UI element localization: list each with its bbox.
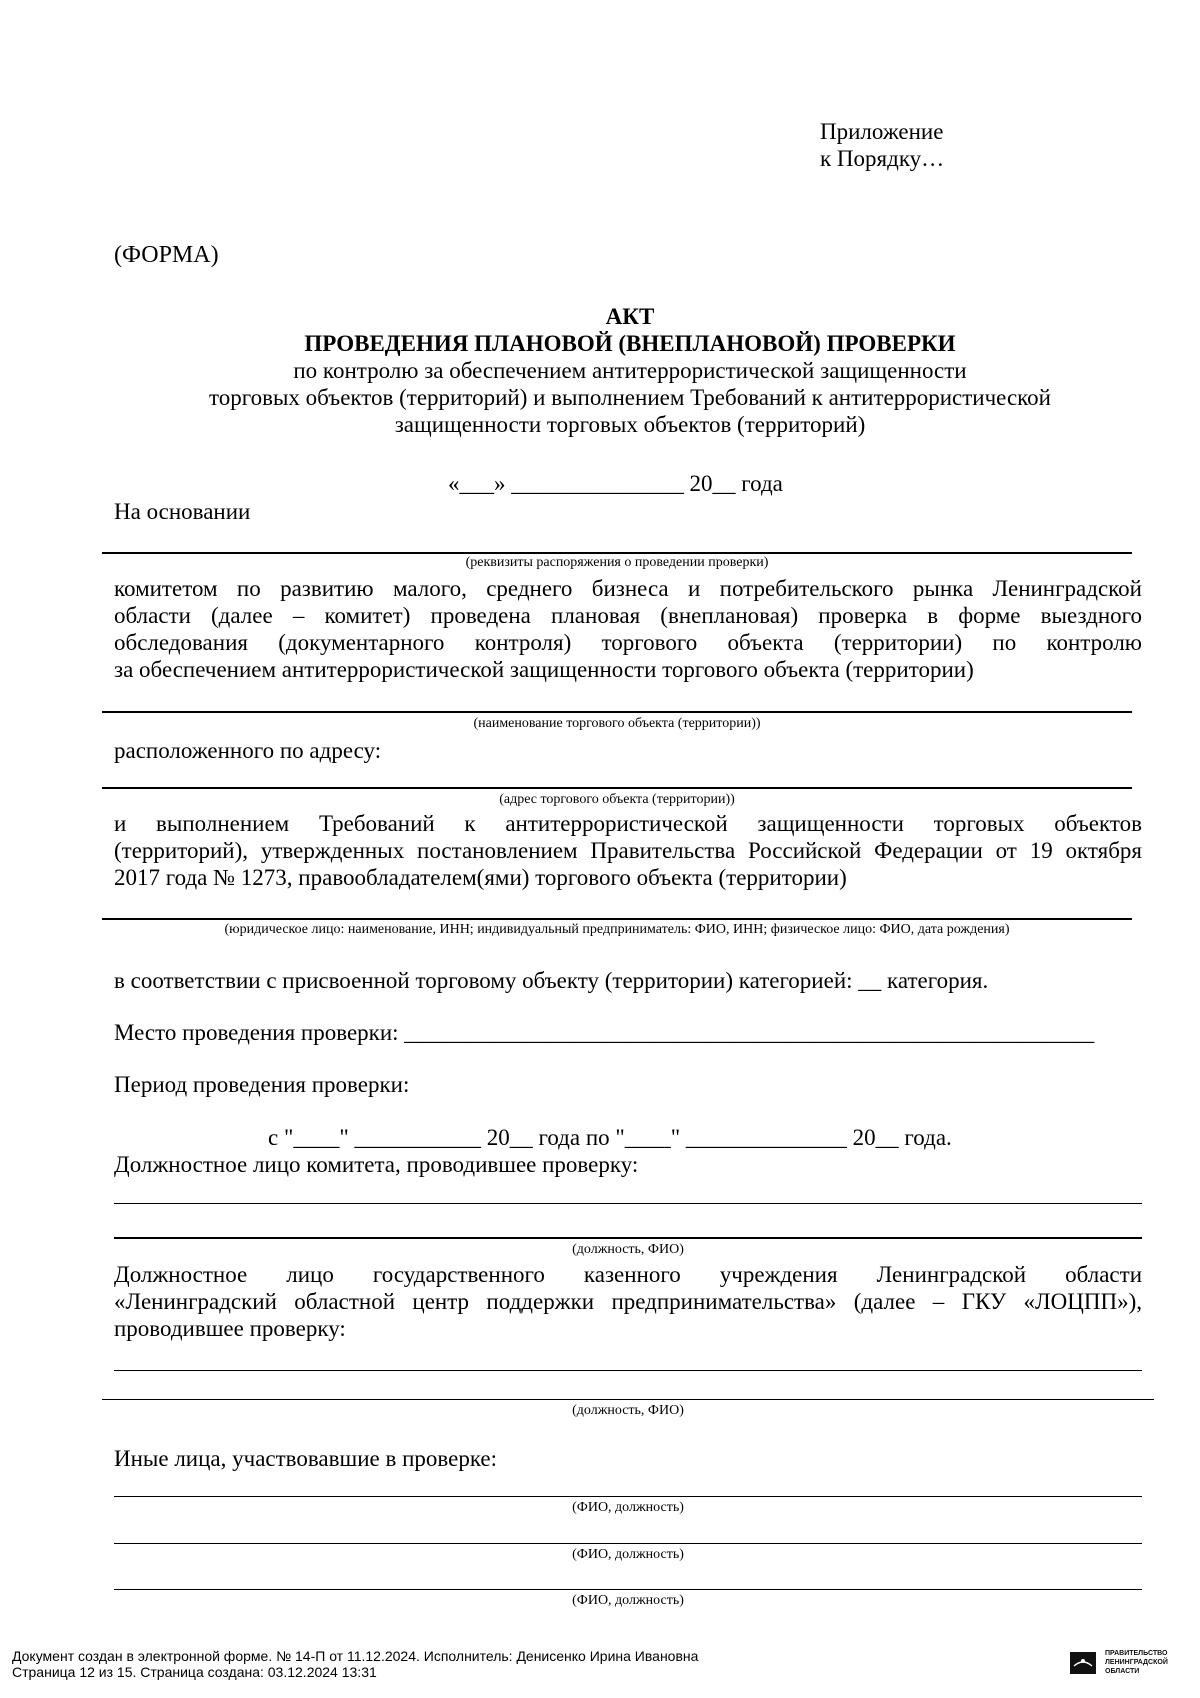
participant-caption-2: (ФИО, должность) [572,1547,684,1562]
object-address-caption: (адрес торгового объекта (территории)) [499,792,735,807]
object-name-line [102,711,1132,713]
category-line: в соответствии с присвоенной торговому объекту (территории) категорией: __ категория. [114,968,989,993]
title-line-5: защищенности торговых объектов (территорий) [394,412,866,437]
paragraph-3-line-3: проводившее проверку: [114,1316,346,1341]
title-line-1: АКТ [605,304,655,329]
document-footer [12,1648,698,1680]
participant-line-2 [114,1543,1142,1544]
title-line-4: торговых объектов (территорий) и выполнением Требований к антитеррористической [209,385,1051,410]
paragraph-1-line-1: комитетом по развитию малого, среднего бизнеса и потребительского рынка Ленинградской [114,576,1142,601]
appendix-label [820,118,944,172]
appendix-line-2: к Порядку… [820,146,945,171]
others-label: Иные лица, участвовавшие в проверке: [114,1446,498,1471]
paragraph-3-line-1: Должностное лицо государственного казенного учреждения Ленинградской области [114,1262,1142,1287]
committee-official-caption: (должность, ФИО) [572,1242,684,1257]
committee-official-label: Должностное лицо комитета, проводившее проверку: [114,1152,639,1177]
participant-caption-3: (ФИО, должность) [572,1593,684,1608]
object-address-line [102,787,1132,789]
document-title [60,303,1200,438]
paragraph-inspection [114,575,1142,683]
center-official-line-2 [102,1399,1154,1400]
logo-line-2: ЛЕНИНГРАДСКОЙ [1105,1659,1168,1666]
period-dates-line: с "____" ___________ 20__ года по "____" ______________ 20__ года. [268,1125,952,1150]
appendix-line-1: Приложение [820,119,944,144]
address-label: расположенного по адресу: [114,738,382,763]
place-line: Место проведения проверки: ____________________________________________________________ [114,1020,1095,1045]
date-line: «___» _______________ 20__ года [448,471,783,496]
coat-of-arms-icon [1070,1652,1096,1674]
order-details-line [102,552,1132,554]
government-logo-text [1105,1649,1168,1676]
participant-line-3 [114,1589,1142,1590]
paragraph-3-line-2: «Ленинградский областной центр поддержки предпринимательства» (далее – ГКУ «ЛОЦПП»), [114,1289,1142,1314]
committee-official-line-1 [114,1203,1142,1204]
center-official-caption: (должность, ФИО) [572,1403,684,1418]
order-details-caption: (реквизиты распоряжения о проведении проверки) [465,555,769,570]
owner-caption: (юридическое лицо: наименование, ИНН; индивидуальный предприниматель: ФИО, ИНН; физическое лицо: ФИО, дата рождения) [224,922,1010,937]
paragraph-1-line-3: обследования (документарного контроля) торгового объекта (территории) по контролю [114,630,1142,655]
paragraph-2-line-3: 2017 года № 1273, правообладателем(ями) торгового объекта (территории) [114,865,847,890]
owner-line [102,918,1132,920]
logo-line-3: ОБЛАСТИ [1105,1668,1140,1675]
form-label: (ФОРМА) [114,242,219,268]
participant-line-1 [114,1496,1142,1497]
paragraph-requirements [114,810,1142,891]
committee-official-line-2 [114,1237,1142,1239]
paragraph-2-line-1: и выполнением Требований к антитеррористической защищенности торговых объектов [114,811,1142,836]
coat-of-arms-glyph [1070,1652,1096,1674]
paragraph-1-line-4: за обеспечением антитеррористической защищенности торгового объекта (территории) [114,657,974,682]
title-line-3: по контролю за обеспечением антитеррористической защищенности [293,358,967,383]
period-label: Период проведения проверки: [114,1072,410,1097]
basis-label: На основании [114,499,251,524]
title-line-2: ПРОВЕДЕНИЯ ПЛАНОВОЙ (ВНЕПЛАНОВОЙ) ПРОВЕРКИ [304,331,956,356]
footer-line-1: Документ создан в электронной форме. № 14-П от 11.12.2024. Исполнитель: Денисенко Ирина Ивановна [12,1648,699,1664]
center-official-line-1 [114,1370,1142,1371]
participant-caption-1: (ФИО, должность) [572,1500,684,1515]
government-logo [1070,1649,1190,1681]
object-name-caption: (наименование торгового объекта (территории)) [473,716,761,731]
footer-line-2: Страница 12 из 15. Страница создана: 03.12.2024 13:31 [12,1664,377,1680]
paragraph-1-line-2: области (далее – комитет) проведена плановая (внеплановая) проверка в форме выездного [114,603,1142,628]
paragraph-center-official [114,1261,1142,1342]
logo-line-1: ПРАВИТЕЛЬСТВО [1105,1650,1168,1657]
paragraph-2-line-2: (территорий), утвержденных постановлением Правительства Российской Федерации от 19 октября [114,838,1142,863]
